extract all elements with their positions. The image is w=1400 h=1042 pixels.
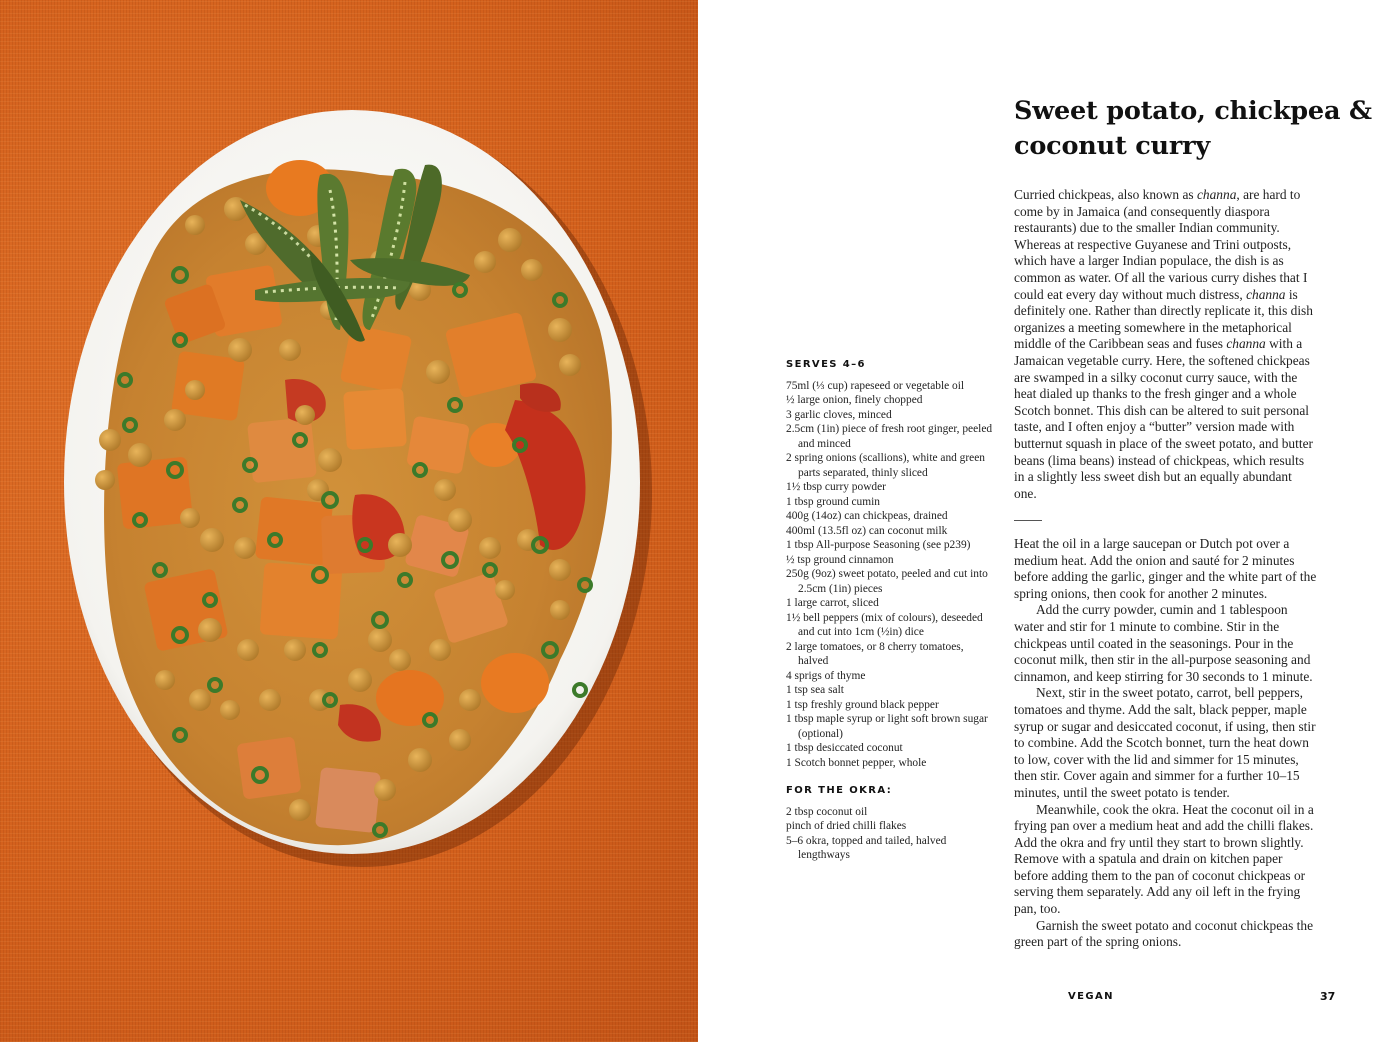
ingredient-item: ½ tsp ground cinnamon: [786, 553, 894, 566]
intro-emphasis: channa: [1226, 336, 1266, 352]
ingredient-item: 400ml (13.5fl oz) can coconut milk: [786, 524, 948, 537]
page-number: 37: [1320, 990, 1336, 1003]
ingredient-item: 1 tbsp ground cumin: [786, 495, 880, 508]
serves-label: SERVES 4–6: [786, 359, 866, 370]
ingredient-item: 1½ tbsp curry powder: [786, 481, 886, 493]
ingredient-item: 1 tsp sea salt: [786, 684, 844, 696]
ingredient-item: 2.5cm (1in) piece of fresh root ginger, peeled and minced: [786, 423, 993, 450]
intro-text: , are hard to come by in Jamaica (and consequently diaspora restaurants) due to the smaller Indian community. Whereas at respective Guyanese and Trini outposts, which have a larger Indian populace, the dish is as common as water. Of all the various curry dishes that I could eat every day without much distress,: [1014, 187, 1308, 302]
intro-emphasis: channa: [1196, 187, 1237, 202]
method-paragraph: Garnish the sweet potato and coconut chickpeas the green part of the spring onions.: [1014, 917, 1314, 950]
ingredient-item: 1 tbsp All-purpose Seasoning (see p239): [786, 539, 971, 551]
ingredient-item: 3 garlic cloves, minced: [786, 408, 892, 421]
okra-ingredient-item: pinch of dried chilli flakes: [786, 820, 907, 832]
curry-dish-photo: [0, 0, 698, 1042]
recipe-intro: [1014, 187, 1314, 502]
ingredient-item: 250g (9oz) sweet potato, peeled and cut into 2.5cm (1in) pieces: [786, 568, 988, 595]
method-paragraph: Heat the oil in a large saucepan or Dutch pot over a medium heat. Add the onion and sauté for 2 minutes before adding the garlic, ginger and the white part of the spring onions, then cook for another 2 minutes.: [1014, 536, 1317, 601]
ingredient-item: ½ large onion, finely chopped: [786, 394, 923, 406]
ingredient-item: 4 sprigs of thyme: [786, 669, 866, 682]
intro-emphasis: channa: [1246, 286, 1286, 302]
method-steps: [1014, 536, 1320, 951]
okra-label: FOR THE OKRA:: [786, 785, 893, 796]
ingredient-item: 75ml (⅓ cup) rapeseed or vegetable oil: [786, 379, 965, 392]
ingredient-item: 1 tsp freshly ground black pepper: [786, 698, 939, 711]
intro-text: with a Jamaican vegetable curry. Here, the softened chickpeas are swamped in a silky coconut curry sauce, with the heat dialed up thanks to the fresh ginger and a whole Scotch bonnet. This dish can be altered to suit personal taste, and I often enjoy a “butter” version made with butternut squash in place of the sweet potato, and butter beans (lima beans) instead of chickpeas, which results in a slightly less sweet dish but an equally abundant one.: [1014, 336, 1313, 501]
ingredient-item: 2 spring onions (scallions), white and green parts separated, thinly sliced: [786, 452, 985, 479]
okra-ingredient-item: 2 tbsp coconut oil: [786, 805, 868, 818]
footer-section-label: VEGAN: [1068, 991, 1114, 1002]
ingredient-item: 2 large tomatoes, or 8 cherry tomatoes, halved: [786, 640, 964, 667]
ingredient-item: 400g (14oz) can chickpeas, drained: [786, 510, 948, 522]
method-paragraph: Meanwhile, cook the okra. Heat the coconut oil in a frying pan over a medium heat and add the chilli flakes. Add the okra and fry until they start to brown slightly. Remove with a spatula and drain on kitchen paper before adding them to the pan of coconut chickpeas or serving them separately. Add any oil left in the frying pan, too.: [1014, 801, 1314, 917]
recipe-title: Sweet potato, chickpea & coconut curry: [1014, 96, 1372, 161]
ingredient-item: 1 tbsp maple syrup or light soft brown sugar (optional): [786, 713, 988, 740]
ingredient-item: 1 tbsp desiccated coconut: [786, 742, 903, 754]
method-paragraph: Add the curry powder, cumin and 1 tablespoon water and stir for 1 minute to combine. Stir in the chickpeas until coated in the seasonings. Pour in the coconut milk, then stir in the all-purpose seasoning and cinnamon, and keep stirring for 30 seconds to 1 minute.: [1014, 602, 1313, 684]
method-paragraph: Next, stir in the sweet potato, carrot, bell peppers, tomatoes and thyme. Add the salt, black pepper, maple syrup or sugar and desiccated coconut, if using, then stir to combine. Add the Scotch bonnet, turn the heat down to low, cover with the lid and simmer for 15 minutes, then stir. Cover again and simmer for a further 10–15 minutes, until the sweet potato is tender.: [1014, 685, 1316, 800]
intro-text: Curried chickpeas, also known as: [1014, 187, 1197, 202]
recipe-text-page: [698, 0, 1400, 1042]
intro-text: is definitely one. Rather than directly replicate it, this dish organizes a meeting somewhere in the metaphorical middle of the Caribbean seas and fuses: [1014, 286, 1313, 352]
ingredient-item: 1½ bell peppers (mix of colours), deseeded and cut into 1cm (½in) dice: [786, 611, 983, 638]
ingredient-item: 1 Scotch bonnet pepper, whole: [786, 756, 927, 769]
ingredients-list: [786, 358, 996, 863]
recipe-photo: [0, 0, 698, 1042]
ingredient-item: 1 large carrot, sliced: [786, 597, 879, 609]
okra-ingredient-item: 5–6 okra, topped and tailed, halved lengthways: [786, 834, 947, 861]
section-divider: [1014, 520, 1042, 521]
